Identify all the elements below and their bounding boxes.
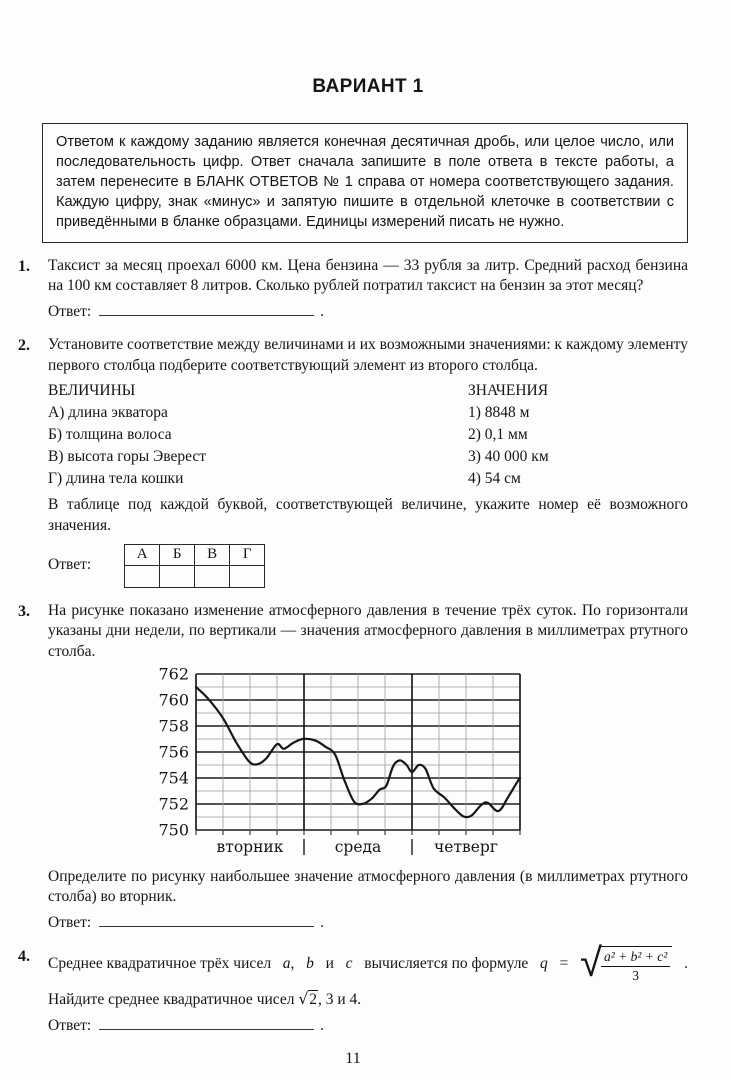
problem-4-number: 4.	[18, 948, 30, 966]
answer-period: .	[320, 302, 325, 320]
problem-2-number: 2.	[18, 337, 30, 355]
problem-2-text: Установите соответствие между величинами и их возможными значениями: к каждому элементу первого столбца подберите соответствующий элемент из второго столбца.	[48, 336, 688, 374]
meanings-column-header: ЗНАЧЕНИЯ	[468, 382, 549, 400]
problem-4-text-3: Найдите среднее квадратичное чисел	[48, 991, 295, 1009]
answer-period: .	[320, 913, 325, 931]
meaning-item-1: 1) 8848 м	[468, 404, 530, 422]
instructions-text: Ответом к каждому заданию является конечная десятичная дробь, или целое число, или последовательность цифр. Ответ сначала запишите в поле ответа в тексте работы, а затем перенесите в БЛАНК ОТВЕТОВ № 1 справа от номера соответствующего задания. Каждую цифру, знак «минус» и запятую пишите в отдельной клеточке в соответствии с приведёнными в бланке образцами. Единицы измерений писать не нужно.	[56, 134, 674, 230]
day-label: вторник	[216, 838, 284, 857]
problem-2	[18, 335, 688, 588]
page-number: 11	[345, 1050, 361, 1067]
answer-label: Ответ:	[48, 913, 92, 931]
match-answer-table	[124, 544, 265, 588]
problem-4	[18, 939, 688, 1036]
instructions-box	[42, 123, 688, 243]
y-axis-tick-label: 752	[158, 794, 189, 814]
pressure-chart	[150, 668, 688, 864]
problem-1	[18, 256, 688, 322]
answer-blank-line	[99, 913, 314, 927]
var-b: b	[306, 955, 314, 973]
radical-sign: √	[580, 939, 602, 986]
table-header-cell-b: Б	[160, 545, 195, 566]
meaning-item-3: 3) 40 000 км	[468, 448, 549, 466]
table-header-row	[125, 545, 265, 566]
table-input-cell-g	[230, 565, 265, 587]
problem-4-line2	[48, 989, 688, 1010]
problem-3-number: 3.	[18, 602, 30, 620]
table-input-row	[125, 565, 265, 587]
answer-period: .	[320, 1016, 325, 1034]
problem-4-text-2: вычисляется по формуле	[364, 955, 529, 973]
answer-label: Ответ:	[48, 302, 92, 320]
problem-1-answer	[48, 302, 688, 322]
table-input-cell-b	[160, 565, 195, 587]
problem-1-text: Таксист за месяц проехал 6000 км. Цена бензина — 33 рубля за литр. Средний расход бензина на 100 км составляет 8 литров. Сколько рублей потратил таксист на бензин за этот месяц?	[48, 256, 688, 295]
problem-3-text: На рисунке показано изменение атмосферного давления в течение трёх суток. По горизонтали указаны дни недели, по вертикали — значения атмосферного давления в миллиметрах ртутного столба.	[48, 601, 688, 660]
values-column	[48, 380, 428, 490]
problem-2-note: В таблице под каждой буквой, соответствующей величине, укажите номер её возможного значения.	[48, 496, 688, 534]
value-item-a: А) длина экватора	[48, 404, 168, 422]
problem-1-number: 1.	[18, 257, 30, 275]
matching-columns	[48, 380, 688, 490]
meaning-item-4: 4) 54 см	[468, 470, 521, 488]
mean-square-formula	[580, 939, 672, 986]
day-label: среда	[334, 838, 382, 857]
problem-3	[18, 601, 688, 933]
y-axis-tick-label: 758	[158, 716, 189, 736]
problem-4-answer	[48, 1016, 688, 1036]
value-item-g: Г) длина тела кошки	[48, 470, 184, 488]
answer-blank-line	[99, 302, 314, 316]
pressure-chart-svg	[150, 668, 528, 858]
table-header-cell-g: Г	[230, 545, 265, 566]
value-item-b: Б) толщина волоса	[48, 426, 172, 444]
table-input-cell-v	[195, 565, 230, 587]
answer-label: Ответ:	[48, 1016, 92, 1034]
formula-numerator: a² + b² + c²	[601, 949, 670, 967]
sqrt-2-argument: 2	[309, 991, 317, 1009]
answer-label: Ответ:	[48, 556, 92, 574]
day-label: четверг	[434, 838, 498, 857]
page-title: ВАРИАНТ 1	[312, 76, 424, 97]
y-axis-tick-label: 760	[158, 690, 189, 710]
sqrt-2	[298, 991, 318, 1008]
problem-4-line1	[48, 939, 688, 986]
table-header-cell-a: А	[125, 545, 160, 566]
meaning-item-2: 2) 0,1 мм	[468, 426, 528, 444]
formula-period: .	[684, 955, 688, 973]
problem-3-question: Определите по рисунку наибольшее значение атмосферного давления (в миллиметрах ртутного столба) во вторник.	[48, 867, 688, 906]
problem-2-answer	[48, 544, 688, 588]
value-item-v: В) высота горы Эверест	[48, 448, 207, 466]
formula-denominator: 3	[632, 967, 640, 983]
y-axis-tick-label: 754	[158, 768, 189, 788]
problem-4-text-1: Среднее квадратичное трёх чисел	[48, 955, 272, 973]
y-axis-tick-label: 756	[158, 742, 189, 762]
table-input-cell-a	[125, 565, 160, 587]
and-word: и	[325, 955, 334, 973]
meanings-column	[468, 380, 688, 490]
answer-blank-line	[99, 1016, 314, 1030]
radical-sign: √	[298, 990, 309, 1009]
y-axis-tick-label: 750	[158, 820, 189, 840]
equals-sign: =	[559, 955, 569, 973]
values-column-header: ВЕЛИЧИНЫ	[48, 382, 136, 400]
table-header-cell-v: В	[195, 545, 230, 566]
var-a: a	[282, 955, 291, 973]
y-axis-tick-label: 762	[158, 668, 189, 684]
q-var: q	[540, 955, 548, 973]
problem-3-answer	[48, 913, 688, 933]
comma: ,	[290, 955, 295, 973]
problem-4-text-4: , 3 и 4.	[317, 991, 362, 1009]
var-c: c	[345, 955, 353, 973]
